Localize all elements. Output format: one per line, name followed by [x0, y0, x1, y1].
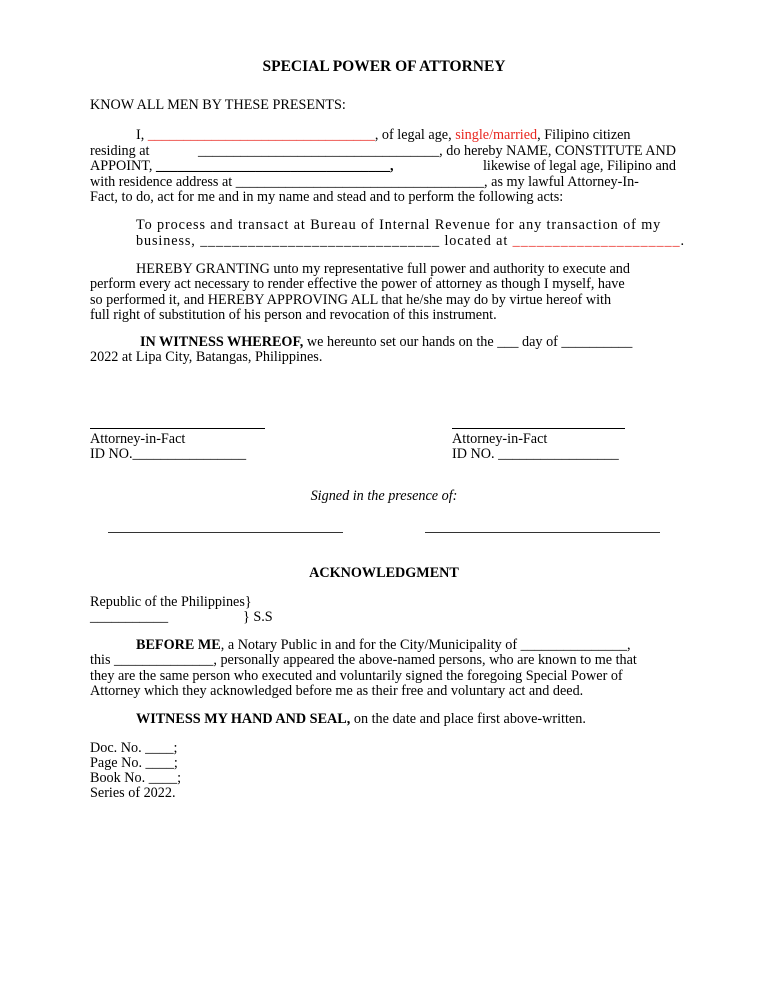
- venue-ss: } S.S: [243, 609, 273, 625]
- p1-text: with residence address at: [90, 174, 233, 190]
- p1-text: , as my lawful Attorney-In-: [484, 174, 639, 190]
- signatory-id-2[interactable]: ID NO. _________________: [452, 446, 619, 462]
- p1-line4: [90, 175, 676, 190]
- principal-address-blank[interactable]: __________________________________: [197, 143, 440, 159]
- venue-blank[interactable]: ___________: [90, 609, 169, 625]
- business-blank[interactable]: ______________________________: [200, 233, 440, 249]
- witness-line2: 2022 at Lipa City, Batangas, Philippines.: [90, 349, 323, 365]
- hand-seal-text: on the date and place first above-written.: [350, 711, 586, 727]
- p1-text: , Filipino citizen: [537, 127, 631, 143]
- witness-signature-line-1[interactable]: [108, 532, 343, 533]
- witness-line1: [140, 335, 680, 350]
- act-text: business,: [136, 233, 196, 249]
- preamble: KNOW ALL MEN BY THESE PRESENTS:: [90, 97, 346, 113]
- signatory-role-2: Attorney-in-Fact: [452, 431, 548, 447]
- witness-bold: IN WITNESS WHEREOF,: [140, 334, 304, 350]
- location-blank[interactable]: _____________________: [512, 233, 681, 249]
- before-line1: [136, 638, 676, 653]
- venue-line1: Republic of the Philippines}: [90, 594, 252, 610]
- act-text: located at: [444, 233, 509, 249]
- p1-text: APPOINT,: [90, 158, 153, 174]
- p1-text: , do hereby NAME, CONSTITUTE AND: [439, 143, 676, 159]
- signature-line-2[interactable]: [452, 428, 625, 429]
- document-title: SPECIAL POWER OF ATTORNEY: [262, 58, 506, 75]
- act-line2: [136, 234, 685, 249]
- series: Series of 2022.: [90, 785, 176, 801]
- p1-line3: [90, 159, 676, 174]
- attorney-name-blank[interactable]: _________________________________,: [155, 158, 394, 174]
- witness-signature-line-2[interactable]: [425, 532, 660, 533]
- signatory-id-1[interactable]: ID NO.________________: [90, 446, 247, 462]
- act-text: .: [680, 233, 685, 249]
- signature-line-1[interactable]: [90, 428, 265, 429]
- signatory-role-1: Attorney-in-Fact: [90, 431, 186, 447]
- p1-line2: [90, 144, 676, 159]
- p1-i: I,: [136, 127, 145, 143]
- before-line3: they are the same person who executed and voluntarily signed the foregoing Special Power of: [90, 668, 623, 684]
- before-line2: this ______________, personally appeared the above-named persons, who are known to me that: [90, 652, 637, 668]
- civil-status[interactable]: single/married: [455, 127, 538, 143]
- before-bold: BEFORE ME: [136, 637, 221, 653]
- p1-line5: Fact, to do, act for me and in my name and stead and to perform the following acts:: [90, 189, 564, 205]
- p1-text: , of legal age,: [374, 127, 456, 143]
- p1-line1: [90, 128, 676, 143]
- attorney-address-blank[interactable]: ___________________________________: [235, 174, 485, 190]
- hand-seal-line: [136, 712, 676, 727]
- granting-line3: so performed it, and HEREBY APPROVING ALL that he/she may do by virtue hereof with: [90, 292, 612, 308]
- principal-name-blank[interactable]: ________________________________: [147, 127, 375, 143]
- hand-seal-bold: WITNESS MY HAND AND SEAL,: [136, 711, 351, 727]
- page-no[interactable]: Page No. ____;: [90, 755, 178, 771]
- witness-text: we hereunto set our hands on the ___ day of __________: [303, 334, 633, 350]
- p1-text: likewise of legal age, Filipino and: [482, 158, 676, 174]
- book-no[interactable]: Book No. ____;: [90, 770, 182, 786]
- doc-no[interactable]: Doc. No. ____;: [90, 740, 178, 756]
- signed-presence: Signed in the presence of:: [310, 488, 458, 504]
- granting-line2: perform every act necessary to render effective the power of attorney as though I myself, have: [90, 276, 625, 292]
- granting-line1: HEREBY GRANTING unto my representative full power and authority to execute and: [136, 261, 630, 277]
- before-text: , a Notary Public in and for the City/Municipality of _______________,: [220, 637, 631, 653]
- acknowledgment-title: ACKNOWLEDGMENT: [309, 565, 459, 581]
- granting-line4: full right of substitution of his person and revocation of this instrument.: [90, 307, 497, 323]
- before-line4: Attorney which they acknowledged before me as their free and voluntary act and deed.: [90, 683, 584, 699]
- p1-text: residing at: [90, 143, 150, 159]
- act-line1: To process and transact at Bureau of Internal Revenue for any transaction of my: [136, 217, 662, 233]
